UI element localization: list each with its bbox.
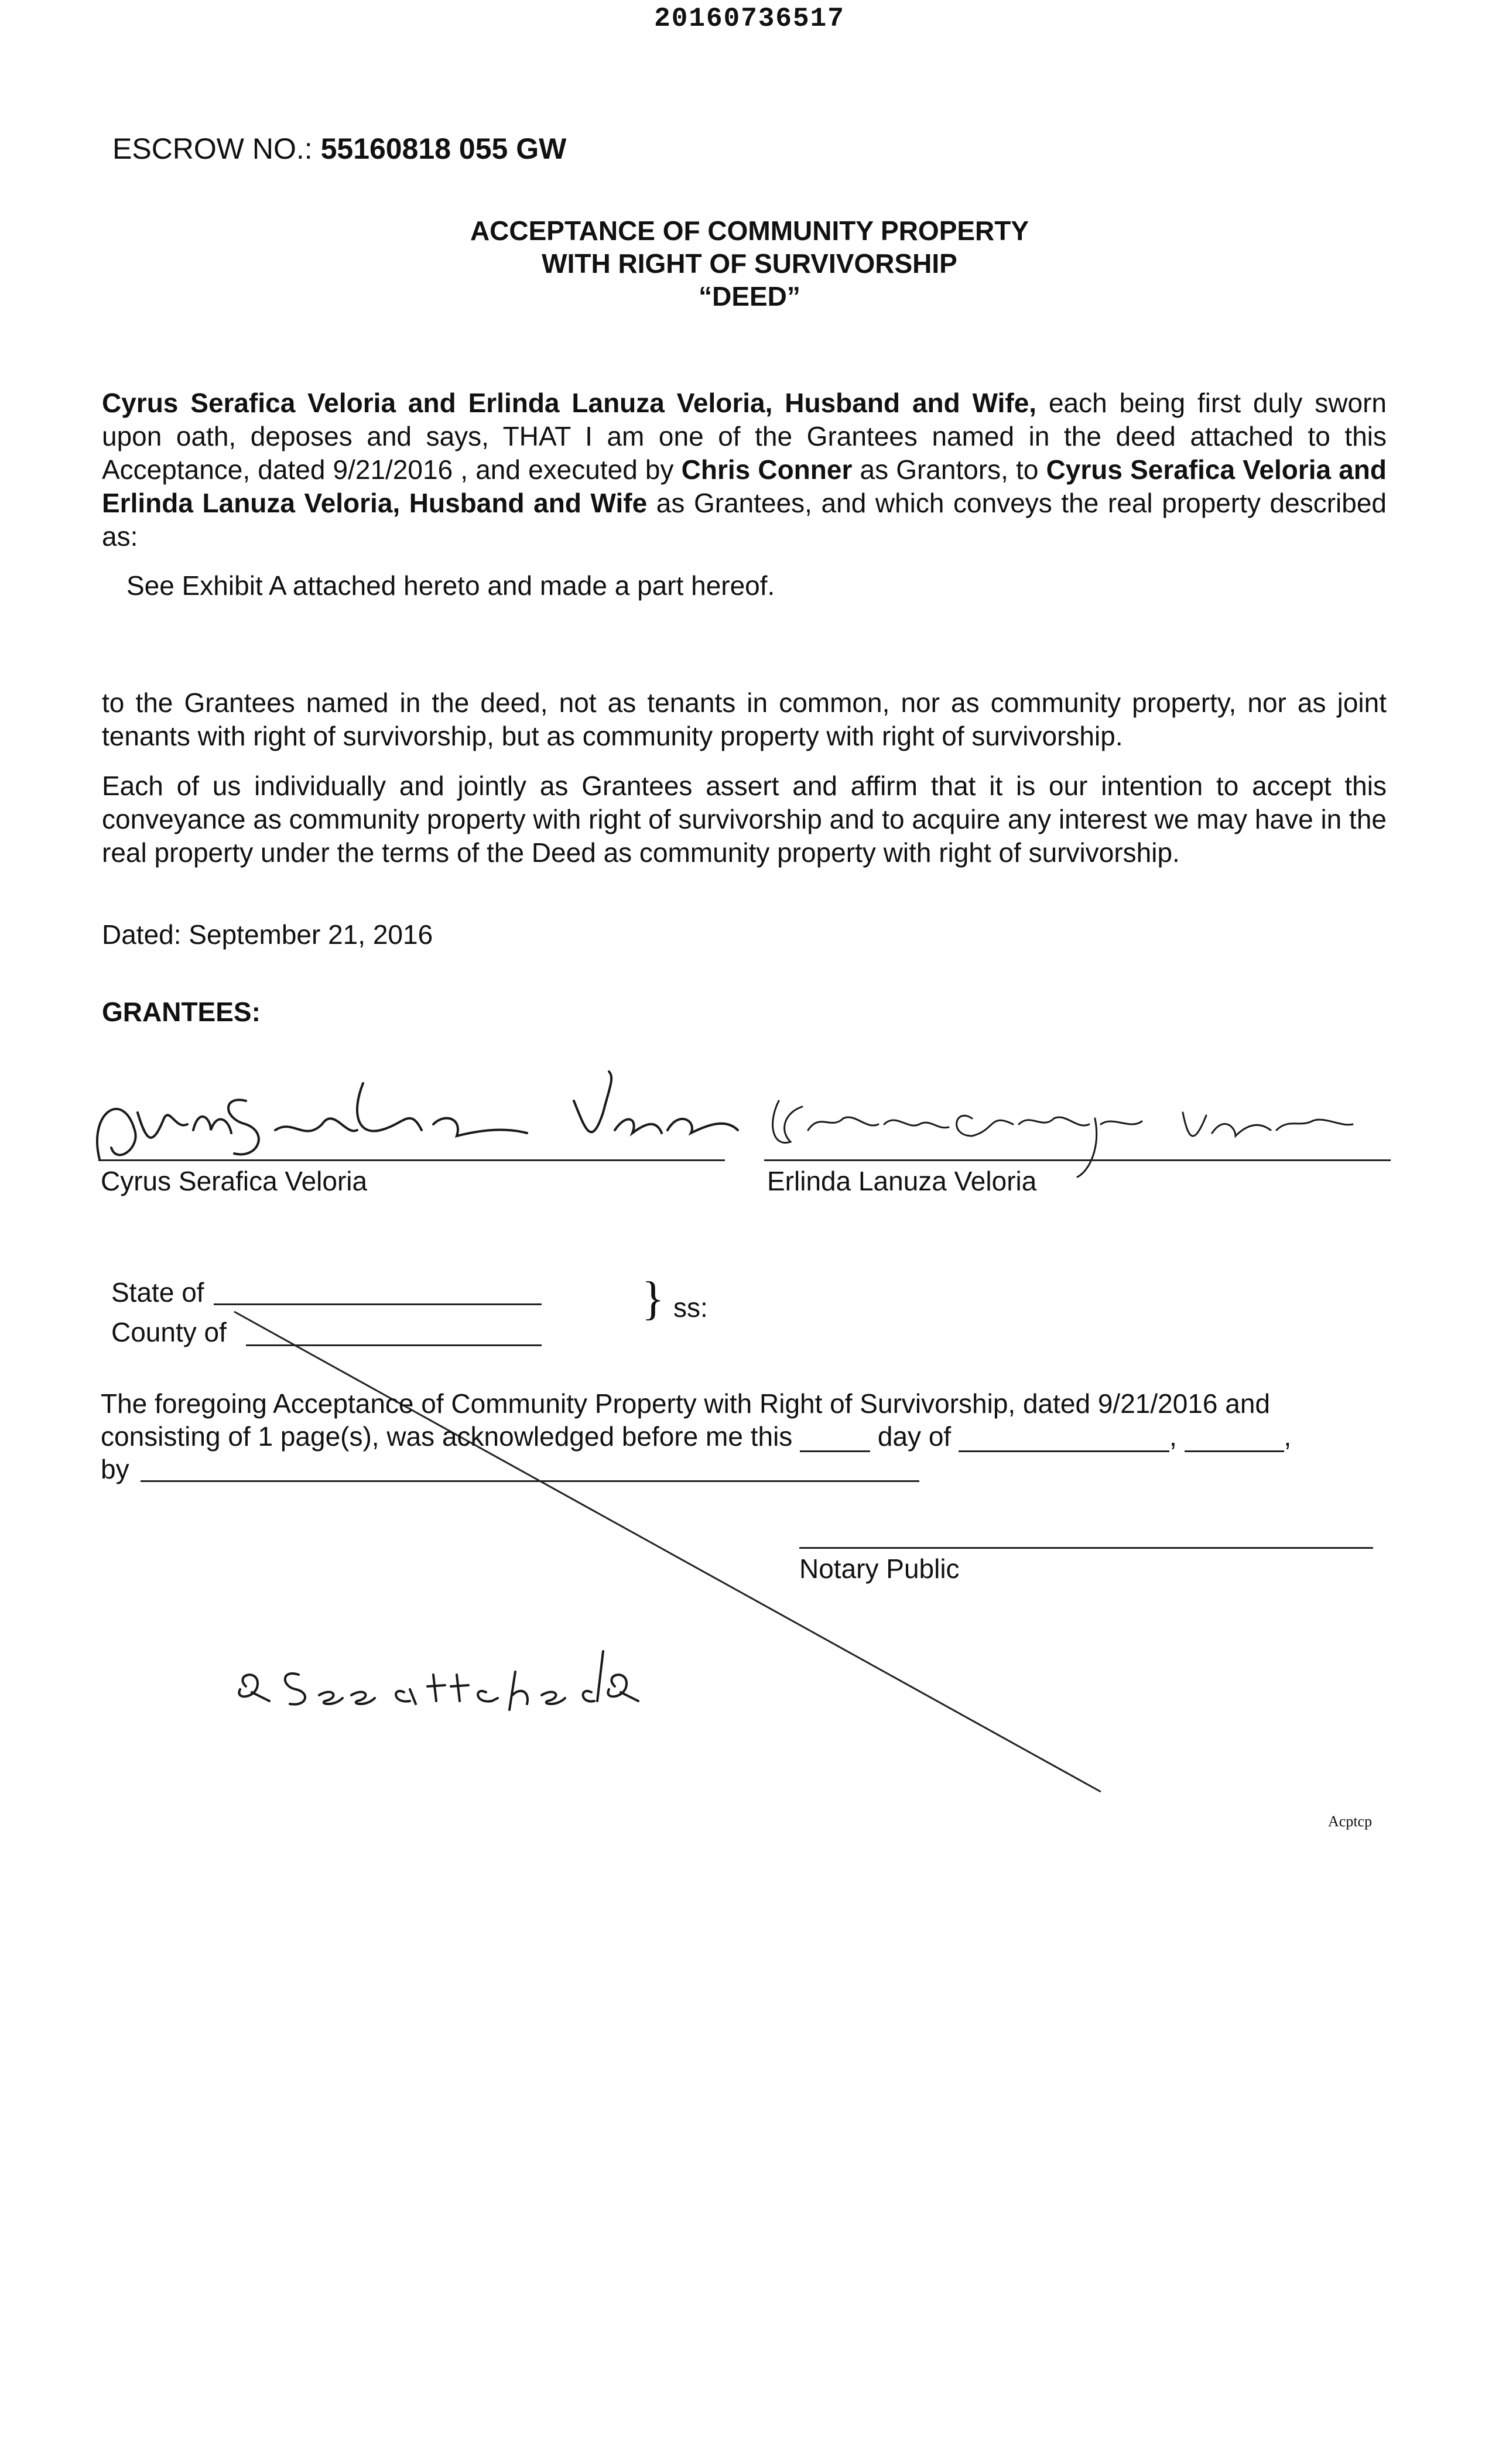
title-line-2: WITH RIGHT OF SURVIVORSHIP (542, 248, 957, 279)
notary-line-2-text: consisting of 1 page(s), was acknowledged before me this (101, 1421, 793, 1452)
county-of-label: County of (111, 1317, 227, 1347)
notary-signature-line (799, 1547, 1373, 1549)
county-of-blank (246, 1344, 542, 1346)
by-blank (141, 1480, 919, 1482)
escrow-label: ESCROW NO.: (112, 132, 321, 165)
dated-line: Dated: September 21, 2016 (102, 919, 433, 950)
notary-crossout-line (234, 1312, 1101, 1792)
exhibit-line: See Exhibit A attached hereto and made a part hereof. (126, 570, 775, 601)
left-signature-drawing (97, 1072, 738, 1159)
title-line-3: “DEED” (699, 281, 800, 312)
right-signer-name: Erlinda Lanuza Veloria (767, 1166, 1037, 1196)
by-label: by (101, 1454, 129, 1484)
recording-number: 20160736517 (654, 4, 845, 34)
right-signature-line (764, 1159, 1391, 1161)
day-of-label: day of (877, 1421, 952, 1452)
handwritten-see-attached (239, 1651, 638, 1710)
day-blank (800, 1427, 870, 1452)
month-blank (959, 1427, 1169, 1452)
grantees-names-bold-2: Cyrus Serafica Veloria and Erlinda Lanuza Veloria, Husband and Wife (102, 454, 1387, 518)
survivorship-paragraph: to the Grantees named in the deed, not as tenants in common, nor as community property, nor as joint tenants with right of survivorship, but as community property with right of survivorship. (102, 687, 1387, 751)
grantees-names-bold: Cyrus Serafica Veloria and Erlinda Lanuza Veloria, Husband and Wife, (102, 388, 1037, 418)
ss-brace-icon: } (642, 1273, 665, 1325)
ss-label: ss: (673, 1292, 708, 1323)
intention-paragraph: Each of us individually and jointly as Grantees assert and affirm that it is our intention to accept this conveyance as community property with right of survivorship and to acquire any interest we may have in the real property under the terms of the Deed as community property with right of survivorship. (102, 771, 1387, 868)
footer-code: Acptcp (1328, 1813, 1373, 1830)
state-of-blank (214, 1303, 542, 1305)
state-of-label: State of (111, 1277, 204, 1308)
notary-public-label: Notary Public (799, 1553, 960, 1584)
year-blank (1185, 1427, 1284, 1452)
intro-text-2: as Grantors, to (852, 454, 1046, 485)
intro-text-3: as Grantees, and which conveys the real property described as: (102, 488, 1387, 552)
notary-line-1: The foregoing Acceptance of Community Property with Right of Survivorship, dated 9/21/2016 and (101, 1388, 1271, 1419)
intro-text-1: each being first duly sworn upon oath, deposes and says, THAT I am one of the Grantees named in the deed attached to this Acceptance, dated 9/21/2016 , and executed by (102, 388, 1387, 485)
left-signer-name: Cyrus Serafica Veloria (101, 1166, 368, 1196)
left-signature-line (98, 1159, 725, 1161)
grantor-name: Chris Conner (681, 454, 853, 485)
notary-line-2: consisting of 1 page(s), was acknowledged before me this day of , , (101, 1421, 1292, 1452)
title-line-1: ACCEPTANCE OF COMMUNITY PROPERTY (470, 215, 1029, 246)
escrow-number: 55160818 055 GW (320, 132, 567, 165)
grantees-heading: GRANTEES: (102, 997, 261, 1027)
